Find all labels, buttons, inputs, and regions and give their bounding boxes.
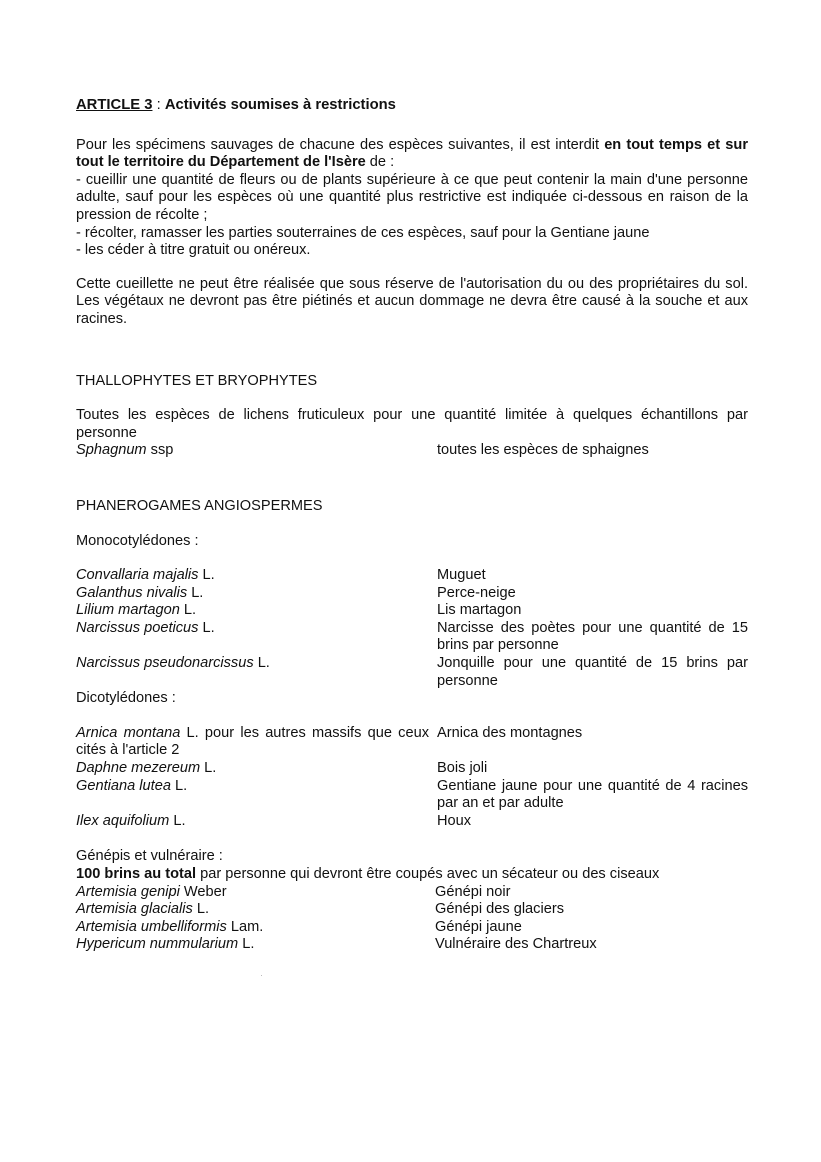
- document-page: [76, 97, 748, 954]
- dicot-label: Dicotylédones :: [76, 690, 176, 707]
- species-common: Perce-neige: [437, 584, 516, 601]
- species-row: [76, 602, 748, 620]
- species-latin: Artemisia umbelliformis: [76, 918, 227, 935]
- species-common: Muguet: [437, 567, 486, 584]
- intro-sentence: [76, 137, 748, 172]
- species-row: [76, 760, 748, 778]
- species-author: L.: [238, 936, 255, 953]
- scan-speck: [261, 975, 262, 976]
- species-row: [76, 884, 748, 902]
- species-common: Houx: [437, 812, 472, 829]
- section-heading-thallophytes: THALLOPHYTES ET BRYOPHYTES: [76, 372, 318, 389]
- genepi-quota: [76, 866, 748, 884]
- species-common: Gentiane jaune pour une quantité de 4 racines par an et par adulte: [437, 777, 748, 812]
- monocot-label: Monocotylédones :: [76, 532, 199, 549]
- monocot-table: [76, 567, 748, 690]
- intro-item: - cueillir une quantité de fleurs ou de plants supérieure à ce que peut contenir la main d'une personne adulte, sauf pour les espèces où une quantité plus restrictive est indiquée ci-dessous en raison de la pression de récolte ;: [76, 171, 748, 223]
- species-author: L.: [253, 655, 270, 672]
- dicot-table: [76, 725, 748, 831]
- species-common: Lis martagon: [437, 602, 522, 619]
- species-row: [76, 620, 748, 655]
- species-author: ssp: [146, 442, 174, 459]
- species-author: L.: [192, 901, 210, 918]
- species-latin: Galanthus nivalis: [76, 584, 188, 601]
- species-latin: Arnica montana: [76, 724, 181, 741]
- article-heading: [76, 97, 748, 115]
- species-common: Vulnéraire des Chartreux: [435, 936, 597, 953]
- species-latin: Gentiana lutea: [76, 777, 171, 794]
- species-row: [76, 901, 748, 919]
- section-heading-phanerogames: PHANEROGAMES ANGIOSPERMES: [76, 497, 323, 514]
- intro-text-2: de :: [365, 154, 395, 171]
- genepi-label: Génépis et vulnéraire :: [76, 848, 223, 865]
- species-common: Narcisse des poètes pour une quantité de 15 brins par personne: [437, 619, 748, 654]
- species-latin: Ilex aquifolium: [76, 812, 170, 829]
- species-latin: Artemisia glacialis: [76, 901, 193, 918]
- intro-item: - récolter, ramasser les parties souterraines de ces espèces, sauf pour la Gentiane jaune: [76, 224, 650, 241]
- species-latin: Narcissus pseudonarcissus: [76, 655, 254, 672]
- species-author: L.: [170, 777, 188, 794]
- species-row: [76, 725, 748, 760]
- species-latin: Hypericum nummularium: [76, 936, 239, 953]
- species-common: Génépi noir: [435, 883, 511, 900]
- species-latin: Lilium martagon: [76, 602, 180, 619]
- species-author: L.: [198, 567, 215, 584]
- genepi-table: [76, 884, 748, 954]
- species-common: Jonquille pour une quantité de 15 brins par personne: [437, 655, 748, 689]
- species-row: [76, 567, 748, 585]
- intro-item: - les céder à titre gratuit ou onéreux.: [76, 242, 311, 259]
- species-row: [76, 936, 748, 954]
- species-row: [76, 813, 748, 831]
- sphagnum-row: [76, 442, 748, 460]
- article-label: ARTICLE 3: [76, 97, 153, 113]
- lichens-text: Toutes les espèces de lichens fruticuleux pour une quantité limitée à quelques échantillons par personne: [76, 407, 748, 441]
- species-common: toutes les espèces de sphaignes: [437, 442, 649, 459]
- species-author: Lam.: [226, 918, 264, 935]
- species-author: L.: [187, 584, 204, 601]
- species-author: L.: [200, 760, 217, 777]
- species-latin: Artemisia genipi: [76, 883, 180, 900]
- intro-text-1: Pour les spécimens sauvages de chacune des espèces suivantes, il est interdit: [76, 136, 605, 153]
- species-common: Bois joli: [437, 760, 488, 777]
- genepi-quota-bold: 100 brins au total: [76, 866, 197, 882]
- species-latin: Convallaria majalis: [76, 567, 199, 584]
- species-latin: Narcissus poeticus: [76, 619, 199, 636]
- genepi-quota-text: par personne qui devront être coupés avec un sécateur ou des ciseaux: [196, 866, 660, 882]
- species-common: Génépi des glaciers: [435, 901, 564, 918]
- article-separator: :: [152, 97, 165, 113]
- intro-bold: en tout temps et sur tout le territoire du Département de l'Isère: [76, 136, 749, 171]
- species-row: [76, 919, 748, 937]
- species-common: Arnica des montagnes: [437, 724, 583, 741]
- species-common: Génépi jaune: [435, 918, 522, 935]
- species-author: L. pour les autres massifs que ceux cités à l'article 2: [76, 724, 429, 759]
- species-latin: Daphne mezereum: [76, 760, 201, 777]
- species-author: L.: [169, 812, 186, 829]
- article-title: Activités soumises à restrictions: [164, 97, 396, 113]
- species-author: L.: [198, 619, 215, 636]
- condition-paragraph: Cette cueillette ne peut être réalisée que sous réserve de l'autorisation du ou des propriétaires du sol. Les végétaux ne devront pas être piétinés et aucun dommage ne devra être causé à la souche et aux racines.: [76, 275, 748, 327]
- species-author: Weber: [179, 883, 227, 900]
- species-latin: Sphagnum: [76, 442, 147, 459]
- species-row: [76, 778, 748, 813]
- intro-block: [76, 137, 748, 260]
- species-author: L.: [179, 602, 197, 619]
- species-row: [76, 585, 748, 603]
- species-row: [76, 655, 748, 690]
